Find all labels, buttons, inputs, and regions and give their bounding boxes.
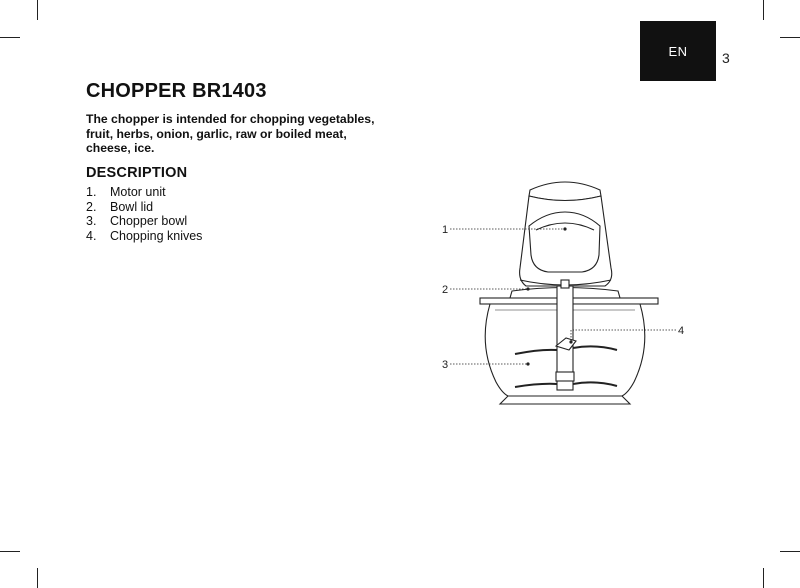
- crop-mark: [37, 568, 38, 588]
- page-title: CHOPPER BR1403: [86, 80, 267, 102]
- crop-mark: [780, 37, 800, 38]
- crop-mark: [0, 551, 20, 552]
- bowl-base: [500, 396, 630, 404]
- crop-mark: [780, 551, 800, 552]
- item-number: 1.: [86, 185, 97, 199]
- item-number: 4.: [86, 228, 97, 243]
- item-label: Motor unit: [110, 185, 166, 199]
- motor-cap: [529, 182, 601, 201]
- item-number: 3.: [86, 214, 97, 228]
- callout-3: 3: [442, 359, 449, 371]
- list-item: [86, 214, 202, 229]
- crop-mark: [0, 37, 20, 38]
- crop-mark: [763, 0, 764, 20]
- chopper-diagram: [430, 170, 700, 415]
- callout-4: 4: [678, 325, 685, 337]
- crop-mark: [763, 568, 764, 588]
- crop-mark: [37, 0, 38, 20]
- list-item: [86, 185, 202, 200]
- callout-1: 1: [442, 224, 449, 236]
- item-label: Chopping knives: [110, 228, 203, 243]
- description-heading: DESCRIPTION: [86, 165, 188, 181]
- language-tab: [640, 21, 716, 81]
- list-item: [86, 200, 202, 215]
- item-number: 2.: [86, 199, 97, 214]
- item-label: Bowl lid: [110, 199, 154, 214]
- language-label: EN: [668, 43, 688, 59]
- page-number: 3: [722, 50, 730, 66]
- item-label: Chopper bowl: [110, 214, 188, 228]
- list-item: [86, 229, 202, 244]
- description-list: [86, 185, 202, 243]
- intro-paragraph: The chopper is intended for chopping vegetables, fruit, herbs, onion, garlic, raw or boiled meat, cheese, ice.: [86, 112, 375, 155]
- callout-2: 2: [442, 284, 449, 296]
